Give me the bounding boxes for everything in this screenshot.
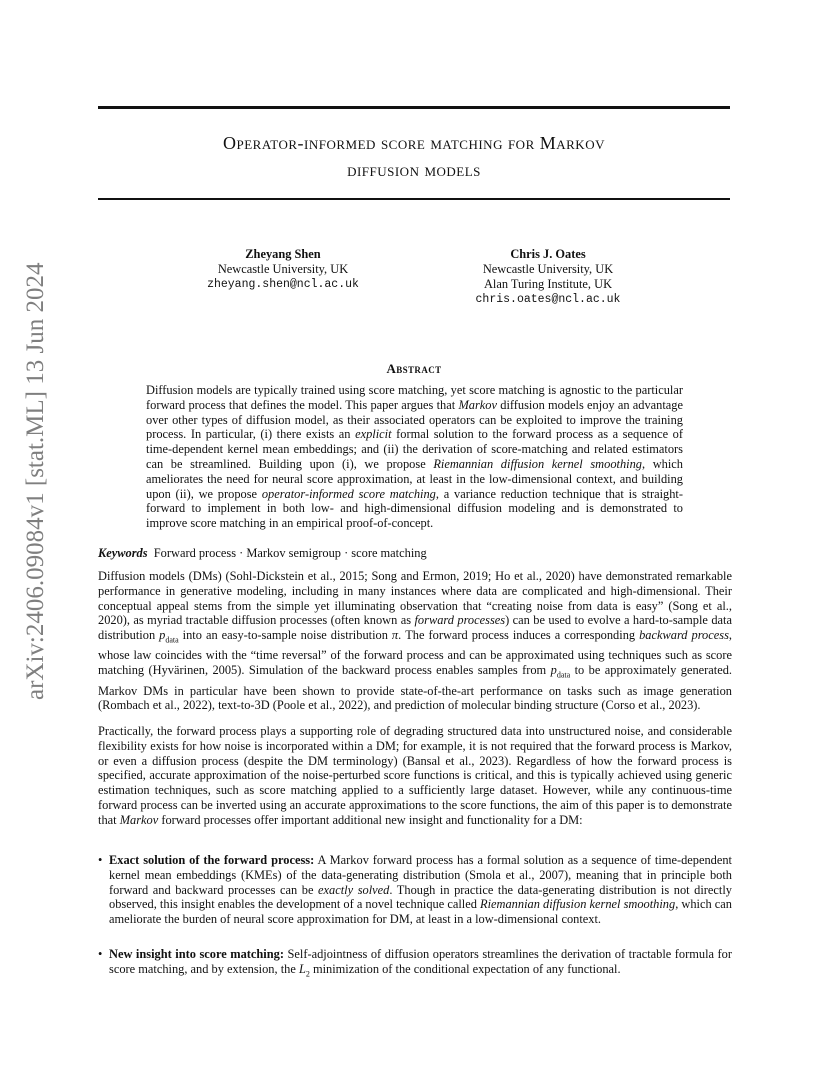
paragraph-text: , whose law coincides with the “time reversal” of the forward process and can be approximated using techniques such as score matching (Hyvärinen, 2005). Simulation of the backward process enables samples from: [98, 628, 733, 678]
author-name: Chris J. Oates: [510, 247, 586, 261]
keywords-line: [98, 546, 730, 561]
contribution-text: Self-adjointness of diffusion operators streamlines the derivation of tractable formula for score matching, and by extension, the: [109, 947, 733, 976]
math-subscript: data: [556, 670, 571, 680]
author-affiliation: Newcastle University, UK: [217, 262, 349, 276]
abstract-heading: Abstract: [386, 361, 442, 376]
arxiv-identifier-stamp: arXiv:2406.09084v1 [stat.ML] 13 Jun 2024: [22, 262, 49, 700]
contribution-emphasis: exactly solved: [318, 882, 390, 897]
paragraph-text: to be approximately generated. Markov DMs in particular have been shown to provide state-of-the-art performance on tasks such as image generation (Rombach et al., 2022), text-to-3D (Poole et al., 2022), and prediction of molecular binding structure (Corso et al., 2023).: [98, 663, 733, 713]
author-name: Zheyang Shen: [245, 247, 321, 261]
author-affiliation: Alan Turing Institute, UK: [483, 277, 613, 291]
contribution-text: minimization of the conditional expectation of any functional.: [309, 961, 621, 976]
paragraph-text: . The forward process induces a corresponding: [398, 628, 640, 643]
keywords-list: Forward process · Markov semigroup · score matching: [153, 546, 427, 560]
author-email[interactable]: chris.oates@ncl.ac.uk: [475, 293, 621, 306]
author-affiliation: Newcastle University, UK: [482, 262, 614, 276]
abstract-text: Diffusion models are typically trained using score matching, yet score matching is agnostic to the particular forward process that defines the model. This paper argues that: [146, 383, 683, 412]
contribution-text: A Markov forward process has a formal solution as a sequence of time-dependent kernel mean embeddings (KMEs) of the data-generating distribution (Smola et al., 2007), meaning that in principle both forward and backward processes can be: [109, 853, 732, 897]
paragraph-text: Practically, the forward process plays a supporting role of degrading structured data into unstructured noise, and considerable flexibility exists for how noise is incorporated within a DM; for example, it is not required that the forward process is Markov, or even a diffusion process (despite the DM terminology) (Bansal et al., 2023). Regardless of how the forward process is specified, accurate approximation of the noise-perturbed score functions is critical, and this is typically achieved using generic estimation techniques, such as score matching applied to a sufficiently large dataset. However, while any continuous-time forward process can be inverted using an accurate approximations to the score functions, the aim of this paper is to demonstrate that: [98, 724, 732, 827]
abstract-emphasis: explicit: [355, 427, 392, 442]
contribution-label: Exact solution of the forward process:: [109, 853, 315, 867]
math-symbol: π: [391, 628, 399, 643]
contribution-item: [98, 853, 732, 927]
paragraph-emphasis: forward processes: [414, 613, 506, 628]
author-email[interactable]: zheyang.shen@ncl.ac.uk: [207, 278, 359, 291]
abstract-emphasis: Markov: [458, 397, 497, 412]
paper-title-line-1: Operator-informed score matching for Markov: [223, 133, 605, 153]
contribution-text: . Though in practice the data-generating distribution is not directly observed, this insight enables the development of a novel technique called: [109, 882, 732, 912]
contribution-emphasis: Riemannian diffusion kernel smoothing: [480, 897, 676, 912]
author-block: [190, 247, 376, 292]
abstract-emphasis: operator-informed score matching: [261, 486, 436, 501]
abstract-text: , which ameliorates the need for neural score approximation, at least in the low-dimensional context, and building upon (ii), we propose: [146, 456, 683, 501]
intro-paragraph-1: [98, 569, 732, 713]
paper-title: [98, 130, 730, 184]
math-subscript: data: [165, 635, 179, 645]
title-rule-bottom: [98, 198, 730, 200]
bullet-marker: •: [98, 947, 103, 961]
paper-title-line-2: diffusion models: [347, 160, 481, 180]
abstract-emphasis: Riemannian diffusion kernel smoothing: [433, 456, 642, 471]
bullet-marker: •: [98, 853, 103, 867]
abstract-text: , a variance reduction technique that is straight-forward to implement in both low- and high-dimensional diffusion modeling and is demonstrated to improve score matching in an empirical proof-of-concept.: [146, 486, 683, 531]
paragraph-emphasis: Markov: [119, 812, 159, 827]
math-symbol: p: [159, 628, 166, 643]
contribution-item: [98, 947, 732, 982]
author-block: [455, 247, 641, 307]
paragraph-text: forward processes offer important additional new insight and functionality for a DM:: [158, 812, 583, 827]
title-rule-top: [98, 106, 730, 109]
abstract-text: formal solution to the forward process as a sequence of time-dependent kernel mean embeddings; and (ii) the derivation of score-matching and related estimators can be streamlined. Building upon (i), we propose: [146, 427, 683, 471]
intro-paragraph-2: [98, 724, 732, 828]
math-subscript: 2: [305, 969, 310, 979]
abstract-text: diffusion models enjoy an advantage over other types of diffusion model, as their associated operators can be exploited to improve the training process. In particular, (i) there exists an: [146, 397, 683, 442]
paragraph-text: ) can be used to evolve a hard-to-sample data distribution: [98, 613, 732, 643]
paragraph-text: into an easy-to-sample noise distribution: [178, 628, 392, 643]
paragraph-emphasis: backward process: [639, 628, 729, 643]
math-symbol: L: [298, 961, 306, 976]
contribution-text: , which can ameliorate the burden of neural score approximation for DM, at least in a low-dimensional context.: [109, 897, 732, 927]
math-symbol: p: [550, 663, 557, 678]
contribution-label: New insight into score matching:: [109, 947, 284, 961]
keywords-label: Keywords: [98, 546, 148, 560]
abstract-body: [146, 383, 683, 531]
paragraph-text: Diffusion models (DMs) (Sohl-Dickstein et al., 2015; Song and Ermon, 2019; Ho et al., 2020) have demonstrated remarkable performance in generative modeling, including in many instances where data are complicated and high-dimensional. Their conceptual appeal stems from the simple yet illuminating observation that “creating noise from data is easy” (Song et al., 2020), as myriad tractable diffusion processes (often known as: [98, 569, 732, 628]
